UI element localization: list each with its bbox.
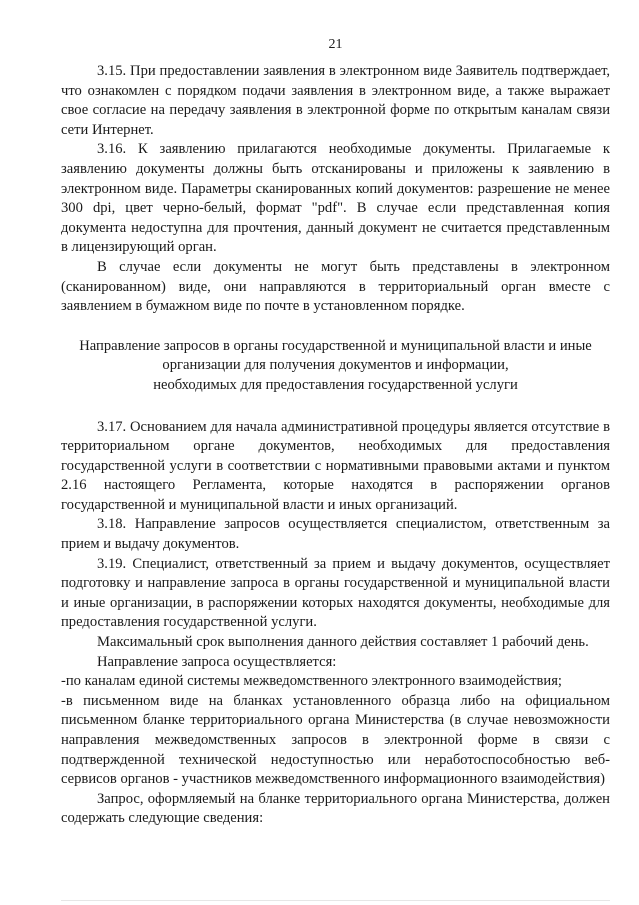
- section-heading-line: организации для получения документов и информации,: [162, 357, 509, 374]
- section-heading-line: Направление запросов в органы государственной и муниципальной власти и иные: [79, 337, 592, 354]
- page-number: 21: [328, 37, 343, 52]
- section-heading: [61, 337, 610, 396]
- document-page: [61, 0, 610, 905]
- paragraph-3-17: 3.17. Основанием для начала административной процедуры является отсутствие в территориальном органе документов, необходимых для предоставления государственной услуги в соответствии с нормативными правовыми актами и пунктом 2.16 настоящего Регламента, которые находятся в распоряжении органов государственной и муниципальной власти и иных организаций.: [61, 418, 610, 513]
- paragraph-3-16: 3.16. К заявлению прилагаются необходимые документы. Прилагаемые к заявлению документы должны быть отсканированы и приложены к заявлению в электронном виде. Параметры сканированных копий документов: разрешение не менее 300 dpi, цвет черно-белый, формат "pdf". В случае если представленная копия документа недоступна для прочтения, данный документ не считается представленным в лицензирующий орган.: [61, 141, 610, 256]
- paragraph-3-15: 3.15. При предоставлении заявления в электронном виде Заявитель подтверждает, что ознакомлен с порядком подачи заявления в электронном виде, а также выражает свое согласие на передачу заявления в электронной форме по открытым каналам связи сети Интернет.: [61, 63, 610, 138]
- list-item-electronic: -по каналам единой системы межведомственного электронного взаимодействия;: [61, 673, 562, 690]
- paragraph-3-19: 3.19. Специалист, ответственный за прием и выдачу документов, осуществляет подготовку и направление запроса в органы государственной и муниципальной власти и иные организации, в распоряжении которых находятся документы, необходимые для предоставления государственной услуги.: [61, 555, 610, 631]
- document-body: [61, 62, 610, 829]
- paragraph-scanned-docs: В случае если документы не могут быть представлены в электронном (сканированном) виде, они направляются в территориальный орган вместе с заявлением в бумажном виде по почте в установленном порядке.: [61, 258, 610, 315]
- section-heading-line: необходимых для предоставления государственной услуги: [153, 376, 518, 393]
- paragraph-request-channels: Направление запроса осуществляется:: [97, 653, 337, 670]
- scan-edge-line: [61, 900, 610, 901]
- paragraph-max-term: Максимальный срок выполнения данного действия составляет 1 рабочий день.: [97, 634, 589, 651]
- paragraph-3-18: 3.18. Направление запросов осуществляется специалистом, ответственным за прием и выдачу документов.: [61, 516, 610, 553]
- paragraph-request-content: Запрос, оформляемый на бланке территориального органа Министерства, должен содержать следующие сведения:: [61, 790, 610, 827]
- list-item-written: -в письменном виде на бланках установленного образца либо на официальном письменном бланке территориального органа Министерства (в случае невозможности направления межведомственных запросов в электронной форме в связи с подтвержденной технической недоступностью или неработоспособностью веб-сервисов органов - участников межведомственного информационного взаимодействия): [61, 692, 610, 788]
